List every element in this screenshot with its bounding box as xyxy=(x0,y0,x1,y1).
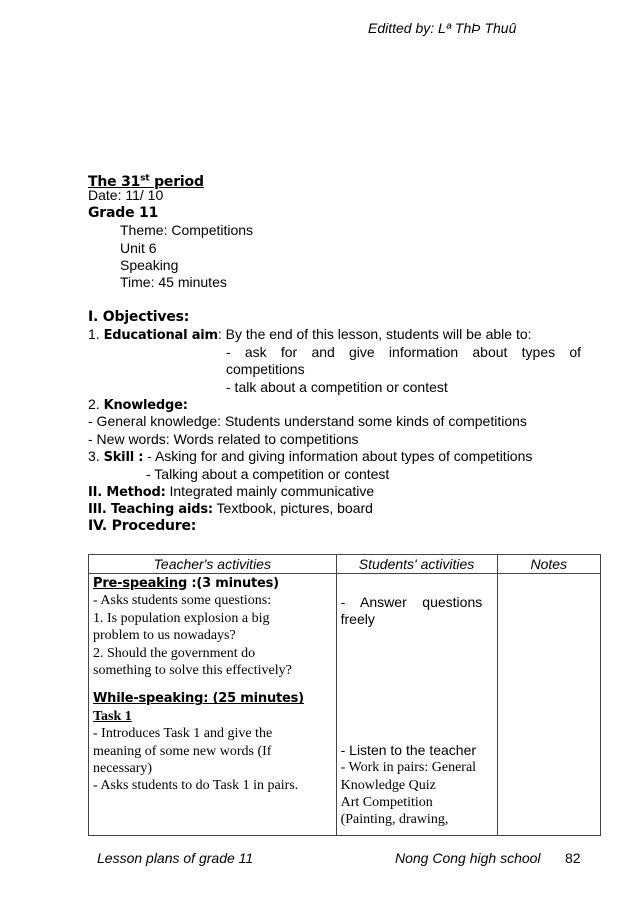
student-activities-cell xyxy=(336,574,497,836)
task1-title: Task 1 xyxy=(93,708,132,724)
header-students: Students' activities xyxy=(336,555,497,574)
method-line xyxy=(88,483,588,500)
table-header-row xyxy=(89,555,601,574)
student-work-1: - Work in pairs: General xyxy=(340,760,477,776)
objectives-heading: I. Objectives: xyxy=(88,309,190,325)
teacher-pre-4: 2. Should the government do xyxy=(93,645,256,661)
method-label: II. Method: xyxy=(88,484,166,500)
skill-line-2: - Talking about a competition or contest xyxy=(146,465,390,482)
table-row xyxy=(89,574,601,836)
lesson-intro xyxy=(88,170,588,292)
teacher-pre-3: problem to us nowadays? xyxy=(93,628,236,644)
while-speaking-title: While-speaking: (25 minutes) xyxy=(93,691,304,707)
period-prefix: The 31 xyxy=(88,173,141,190)
period-sup: st xyxy=(140,173,150,183)
teacher-task-4: - Asks students to do Task 1 in pairs. xyxy=(93,778,299,794)
student-listen: - Listen to the teacher xyxy=(340,741,477,758)
knowledge-heading xyxy=(88,396,588,413)
period-title xyxy=(88,170,588,190)
edu-aim-item-2: - talk about a competition or contest xyxy=(226,378,448,395)
pre-speaking-title xyxy=(93,575,332,592)
period-suffix: period xyxy=(149,173,204,190)
student-pre-1: - Answer questions xyxy=(340,594,483,610)
footer-school: Nong Cong high school xyxy=(395,850,541,866)
aids-text: Textbook, pictures, board xyxy=(212,500,373,517)
skill-type-line: Speaking xyxy=(120,256,179,273)
teacher-task-1: - Introduces Task 1 and give the xyxy=(93,726,273,742)
editor-header: Editted by: Lª ThÞ Thuû xyxy=(368,20,517,36)
educational-aim-line xyxy=(88,326,588,343)
knowledge-section xyxy=(88,396,588,535)
header-teacher: Teacher's activities xyxy=(89,555,337,574)
knowledge-num: 2. xyxy=(88,396,104,412)
time-line: Time: 45 minutes xyxy=(120,274,227,291)
method-text: Integrated mainly communicative xyxy=(165,482,375,499)
knowledge-item-1: - General knowledge: Students understand some kinds of competitions xyxy=(88,413,527,430)
student-pre-2: freely xyxy=(340,611,375,628)
teacher-pre-5: something to solve this effectively? xyxy=(93,663,292,679)
procedure-heading: IV. Procedure: xyxy=(88,517,197,534)
lesson-date: Date: 11/ 10 xyxy=(88,187,164,204)
teacher-pre-1: - Asks students some questions: xyxy=(93,593,272,609)
header-notes: Notes xyxy=(497,555,600,574)
objectives-section xyxy=(88,309,588,344)
activities-table xyxy=(88,554,601,836)
student-work-2: Knowledge Quiz xyxy=(340,777,436,793)
student-work-4: (Painting, drawing, xyxy=(340,812,449,828)
edu-aim-items xyxy=(226,344,581,396)
page-number: 82 xyxy=(565,850,581,866)
aids-label: III. Teaching aids: xyxy=(88,502,213,518)
footer-lesson-plans: Lesson plans of grade 11 xyxy=(97,850,254,866)
teacher-pre-2: 1. Is population explosion a big xyxy=(93,610,270,626)
pre-speaking-time: :(3 minutes) xyxy=(187,576,279,591)
aids-line xyxy=(88,500,588,517)
edu-aim-item-1: - ask for and give information about types of xyxy=(226,344,581,360)
skill-num: 3. xyxy=(88,448,104,465)
skill-line xyxy=(88,448,588,465)
unit-line: Unit 6 xyxy=(120,239,157,256)
notes-cell xyxy=(497,574,600,836)
skill-text: - Asking for and giving information about types of competitions xyxy=(143,448,533,465)
student-work-3: Art Competition xyxy=(340,795,433,811)
skill-label: Skill : xyxy=(103,450,144,466)
grade-title: Grade 11 xyxy=(88,204,159,221)
knowledge-item-2: - New words: Words related to competitions xyxy=(88,430,359,447)
edu-aim-item-1-cont: competitions xyxy=(226,361,305,378)
pre-speaking-label: Pre-speaking xyxy=(93,576,188,591)
edu-label: Educational aim xyxy=(103,328,218,344)
knowledge-label: Knowledge: xyxy=(103,398,188,413)
teacher-task-2: meaning of some new words (If xyxy=(93,743,272,759)
edu-num: 1. xyxy=(88,326,104,343)
theme-line: Theme: Competitions xyxy=(120,222,254,239)
teacher-activities-cell xyxy=(89,574,337,836)
teacher-task-3: necessary) xyxy=(93,761,153,777)
edu-text: : By the end of this lesson, students will be able to: xyxy=(217,326,532,343)
